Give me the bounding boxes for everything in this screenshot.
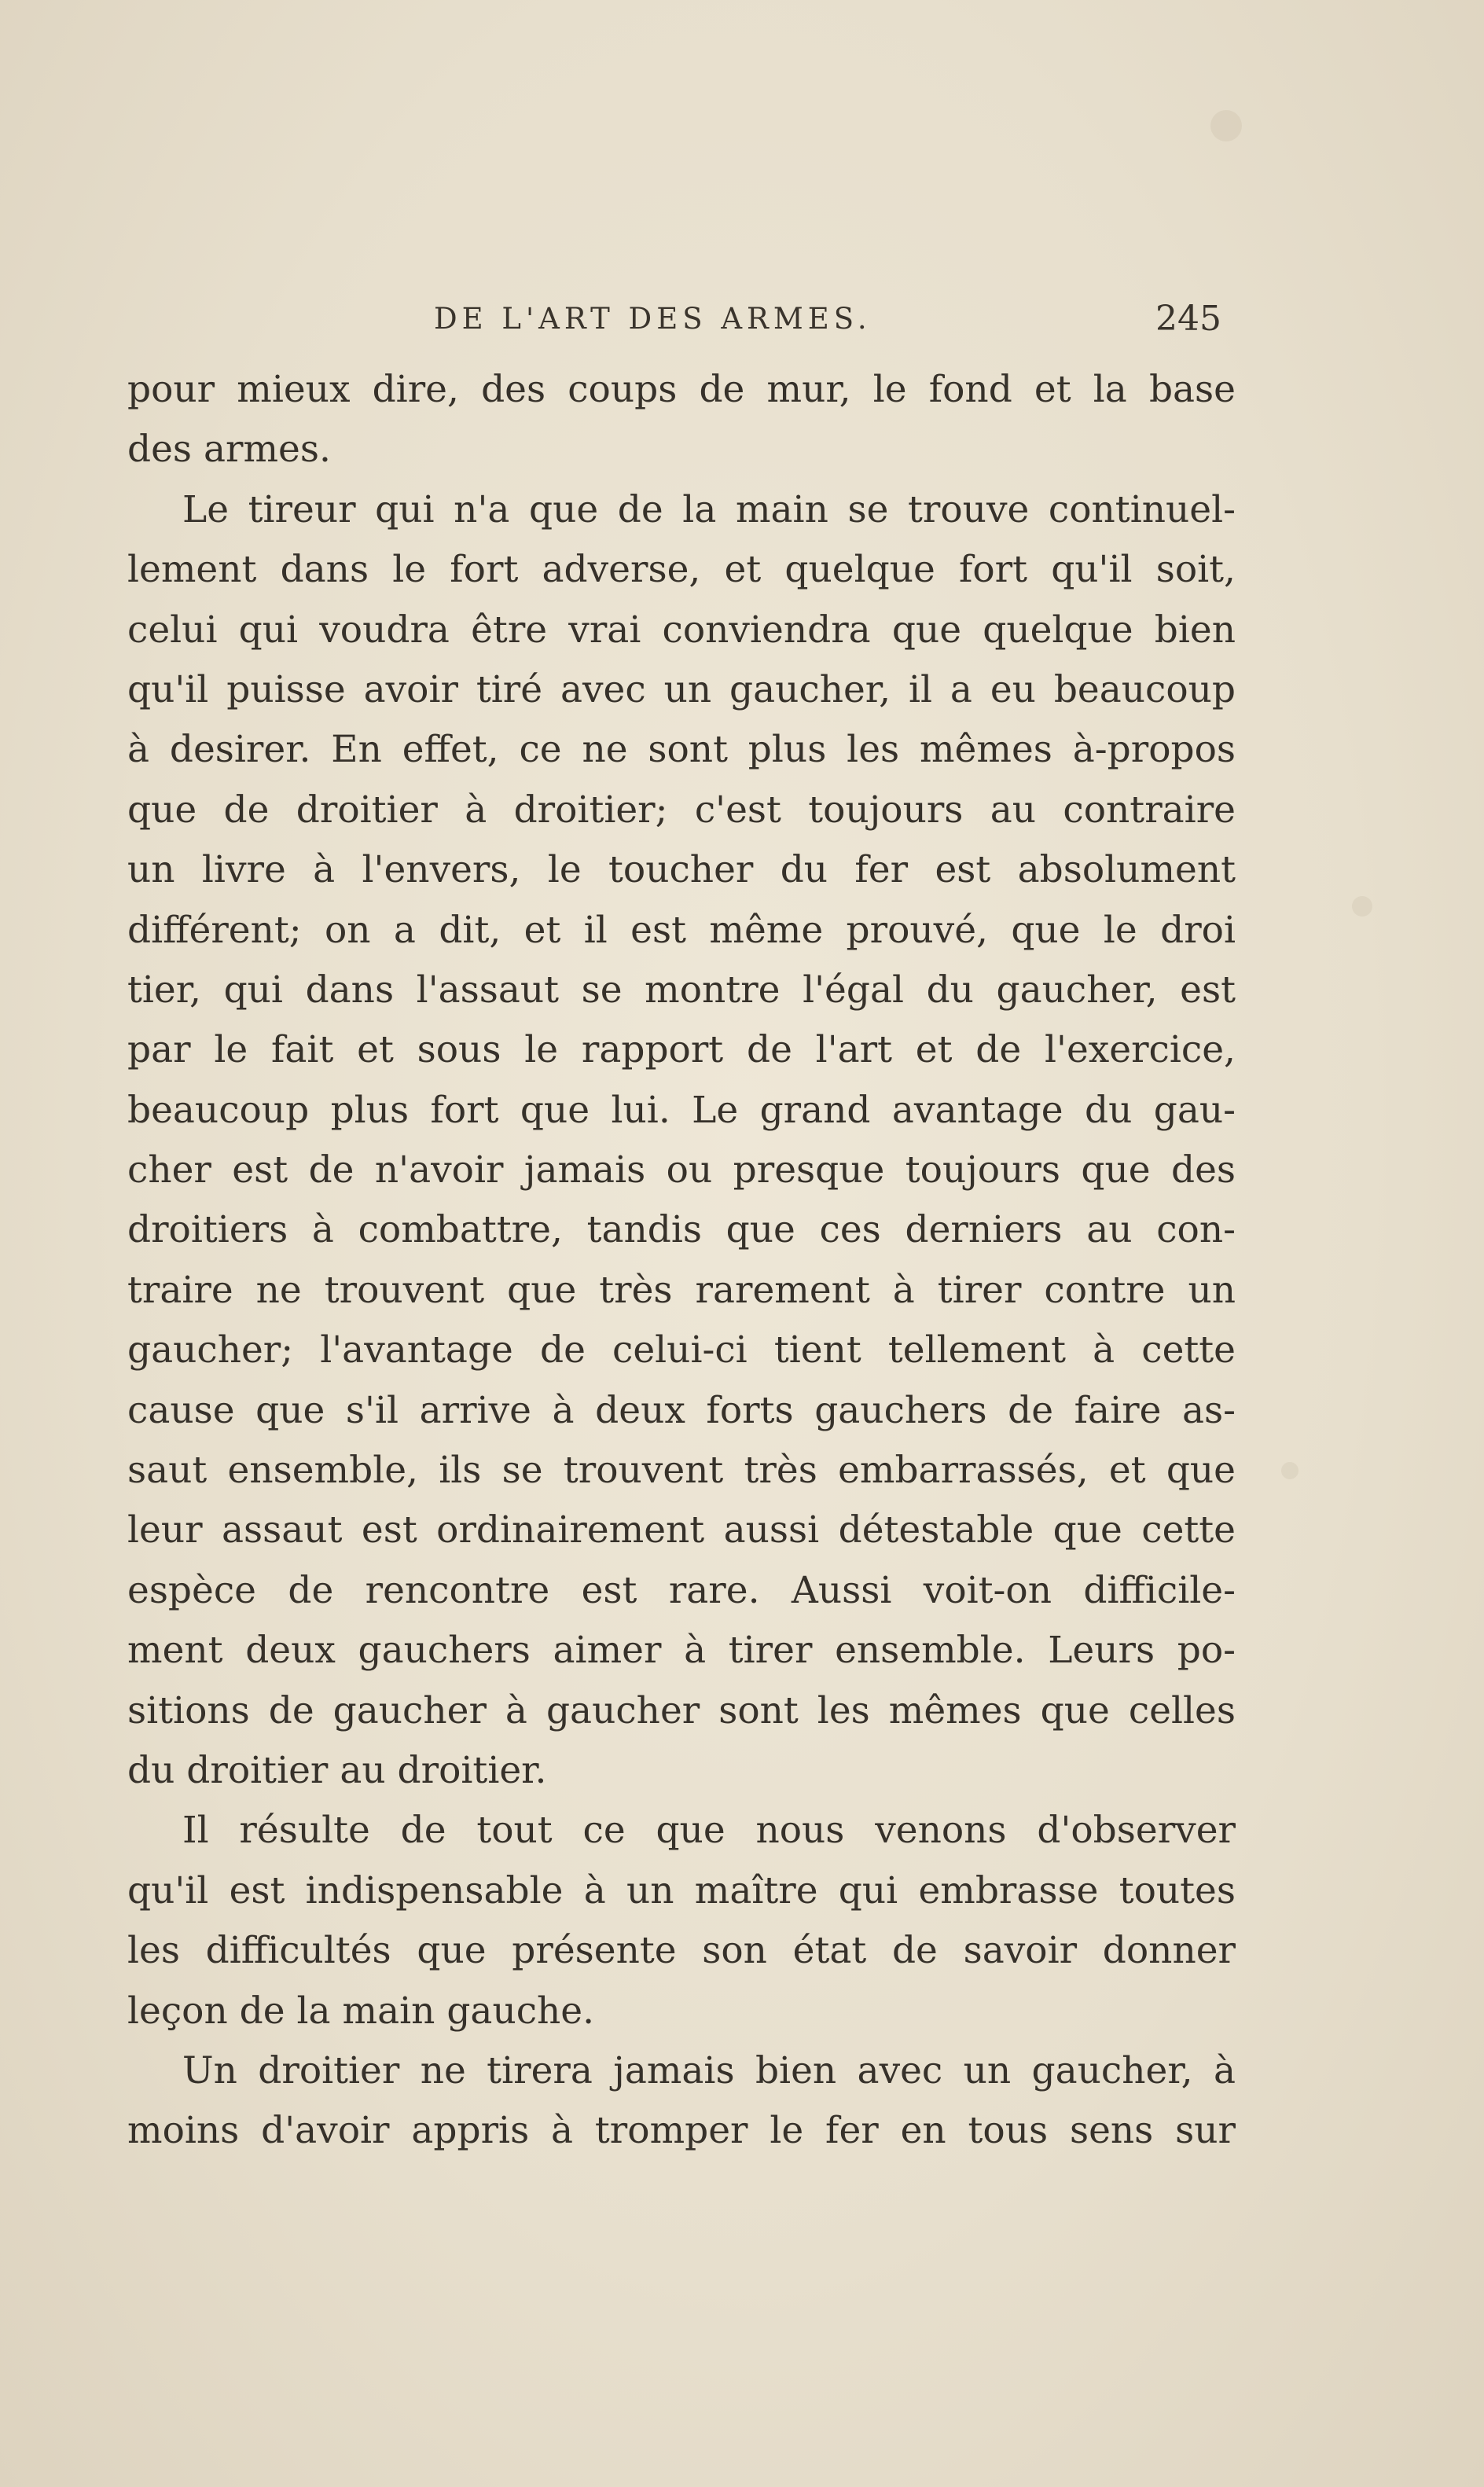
text-line: traire ne trouvent que très rarement à tirer contre un <box>127 1268 1236 1312</box>
text-line: un livre à l'envers, le toucher du fer est absolument <box>127 848 1236 892</box>
text-line: cause que s'il arrive à deux forts gauchers de faire as- <box>127 1388 1236 1432</box>
text-line: gaucher; l'avantage de celui-ci tient tellement à cette <box>127 1328 1236 1372</box>
text-line: lement dans le fort adverse, et quelque fort qu'il soit, <box>127 548 1236 592</box>
text-line: par le fait et sous le rapport de l'art et de l'exercice, <box>127 1028 1236 1072</box>
body-text <box>127 360 1236 2162</box>
text-line: les difficultés que présente son état de savoir donner <box>127 1929 1236 1973</box>
page-number: 245 <box>1155 299 1221 339</box>
text-line: espèce de rencontre est rare. Aussi voit-on difficile- <box>127 1568 1236 1612</box>
text-line: beaucoup plus fort que lui. Le grand avantage du gau- <box>127 1088 1236 1132</box>
paper-stain <box>1352 896 1372 917</box>
running-header <box>127 299 1221 354</box>
text-line: pour mieux dire, des coups de mur, le fond et la base <box>127 368 1236 411</box>
text-line: leur assaut est ordinairement aussi détestable que cette <box>127 1508 1236 1552</box>
text-line: qu'il puisse avoir tiré avec un gaucher, il a eu beaucoup <box>127 667 1236 711</box>
text-line: droitiers à combattre, tandis que ces derniers au con- <box>127 1208 1236 1252</box>
text-line: moins d'avoir appris à tromper le fer en tous sens sur <box>127 2109 1236 2153</box>
text-line: sitions de gaucher à gaucher sont les mêmes que celles <box>127 1688 1236 1732</box>
text-line: leçon de la main gauche. <box>127 1989 595 2033</box>
text-line: du droitier au droitier. <box>127 1748 547 1792</box>
paper-stain <box>1281 1462 1298 1479</box>
text-line: tier, qui dans l'assaut se montre l'égal du gaucher, est <box>127 968 1236 1012</box>
text-line: à desirer. En effet, ce ne sont plus les mêmes à-propos <box>127 728 1236 772</box>
text-line: Un droitier ne tirera jamais bien avec un gaucher, à <box>182 2048 1236 2092</box>
text-line: des armes. <box>127 428 331 472</box>
text-line: différent; on a dit, et il est même prouvé, que le droi <box>127 908 1236 952</box>
text-line: que de droitier à droitier; c'est toujours au contraire <box>127 788 1236 832</box>
paper-stain <box>1210 110 1242 141</box>
text-line: celui qui voudra être vrai conviendra que quelque bien <box>127 608 1236 652</box>
text-line: cher est de n'avoir jamais ou presque toujours que des <box>127 1148 1236 1192</box>
text-line: Le tireur qui n'a que de la main se trouve continuel- <box>182 487 1236 531</box>
text-line: ment deux gauchers aimer à tirer ensemble. Leurs po- <box>127 1629 1236 1673</box>
text-line: saut ensemble, ils se trouvent très embarrassés, et que <box>127 1449 1236 1493</box>
text-line: qu'il est indispensable à un maître qui embrasse toutes <box>127 1868 1236 1912</box>
text-line: Il résulte de tout ce que nous venons d'observer <box>182 1809 1236 1853</box>
running-title: DE L'ART DES ARMES. <box>434 302 872 336</box>
